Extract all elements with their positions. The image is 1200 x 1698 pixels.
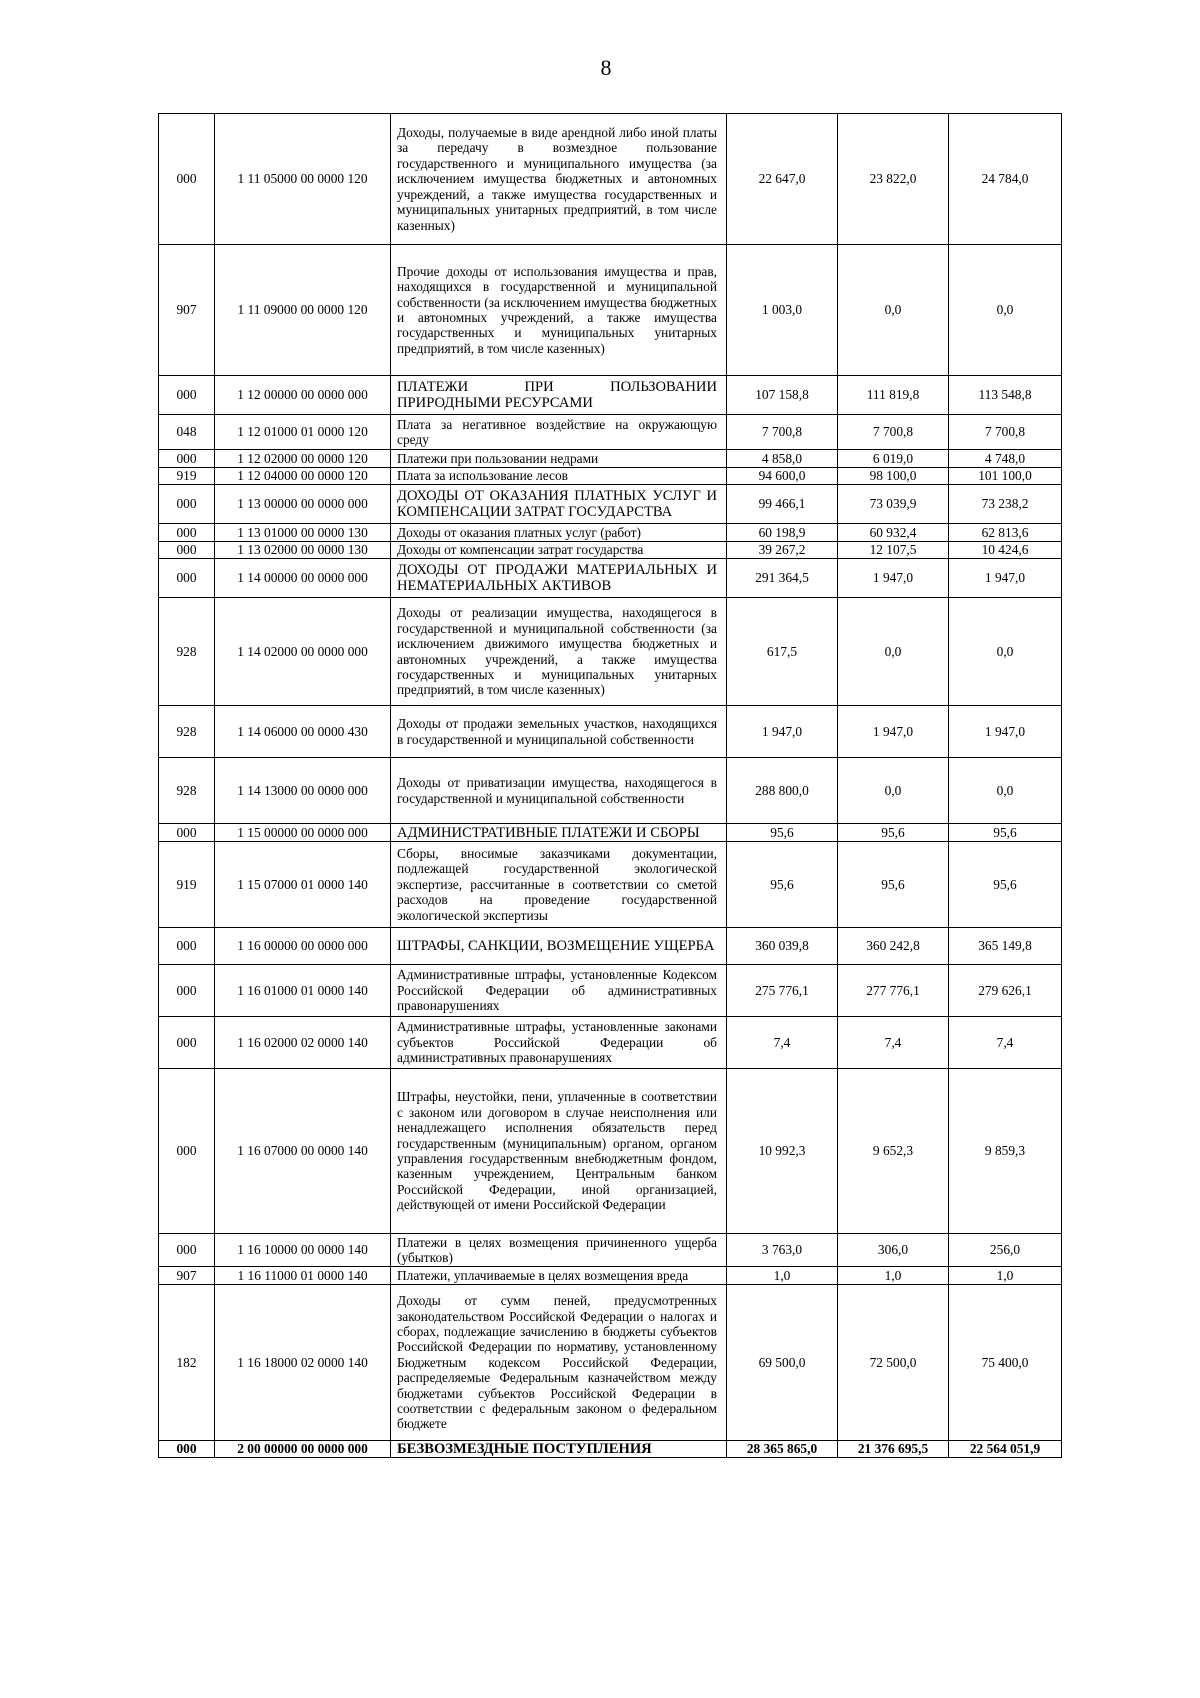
admin-code-cell: 919 xyxy=(159,468,215,485)
admin-code-cell: 000 xyxy=(159,1234,215,1267)
amount-year2-cell: 1 947,0 xyxy=(838,706,949,758)
amount-year2-cell: 95,6 xyxy=(838,842,949,928)
revenue-name-cell: Доходы, получаемые в виде арендной либо иной платы за передачу в возмездное пользование государственного и муниципального имущества (за исключением имущества бюджетных и автономных учреждений, а также имущества государственных и муниципальных унитарных предприятий, в том числе казенных) xyxy=(391,114,727,245)
amount-year3-cell: 1 947,0 xyxy=(949,559,1062,598)
amount-year3-cell: 256,0 xyxy=(949,1234,1062,1267)
amount-year1-cell: 94 600,0 xyxy=(727,468,838,485)
amount-year3-cell: 1 947,0 xyxy=(949,706,1062,758)
table-row xyxy=(159,468,1062,485)
amount-year2-cell: 23 822,0 xyxy=(838,114,949,245)
amount-year3-cell: 0,0 xyxy=(949,758,1062,824)
revenue-name-cell: Административные штрафы, установленные Кодексом Российской Федерации об административных правонарушениях xyxy=(391,965,727,1017)
budget-classification-code-cell: 1 13 02000 00 0000 130 xyxy=(215,542,391,559)
budget-classification-code-cell: 2 00 00000 00 0000 000 xyxy=(215,1441,391,1458)
table-row xyxy=(159,376,1062,415)
budget-classification-code-cell: 1 16 18000 02 0000 140 xyxy=(215,1285,391,1441)
admin-code-cell: 000 xyxy=(159,524,215,542)
amount-year1-cell: 69 500,0 xyxy=(727,1285,838,1441)
amount-year2-cell: 360 242,8 xyxy=(838,928,949,965)
table-row xyxy=(159,706,1062,758)
table-row xyxy=(159,245,1062,376)
revenue-name-cell: ПЛАТЕЖИ ПРИ ПОЛЬЗОВАНИИ ПРИРОДНЫМИ РЕСУРСАМИ xyxy=(391,376,727,415)
budget-classification-code-cell: 1 11 05000 00 0000 120 xyxy=(215,114,391,245)
revenue-name-cell: Прочие доходы от использования имущества и прав, находящихся в государственной и муниципальной собственности (за исключением имущества бюджетных и автономных учреждений, а также имущества государственных и муниципальных унитарных предприятий, в том числе казенных) xyxy=(391,245,727,376)
amount-year1-cell: 22 647,0 xyxy=(727,114,838,245)
amount-year2-cell: 21 376 695,5 xyxy=(838,1441,949,1458)
table-row xyxy=(159,485,1062,524)
amount-year1-cell: 28 365 865,0 xyxy=(727,1441,838,1458)
admin-code-cell: 000 xyxy=(159,1069,215,1234)
amount-year3-cell: 365 149,8 xyxy=(949,928,1062,965)
amount-year3-cell: 22 564 051,9 xyxy=(949,1441,1062,1458)
revenue-name-cell: Доходы от продажи земельных участков, находящихся в государственной и муниципальной собственности xyxy=(391,706,727,758)
budget-classification-code-cell: 1 14 00000 00 0000 000 xyxy=(215,559,391,598)
amount-year1-cell: 4 858,0 xyxy=(727,450,838,468)
admin-code-cell: 182 xyxy=(159,1285,215,1441)
table-body xyxy=(159,114,1062,1458)
table-row xyxy=(159,928,1062,965)
amount-year3-cell: 4 748,0 xyxy=(949,450,1062,468)
admin-code-cell: 000 xyxy=(159,1017,215,1069)
admin-code-cell: 000 xyxy=(159,965,215,1017)
budget-classification-code-cell: 1 13 01000 00 0000 130 xyxy=(215,524,391,542)
admin-code-cell: 000 xyxy=(159,114,215,245)
admin-code-cell: 000 xyxy=(159,928,215,965)
admin-code-cell: 000 xyxy=(159,542,215,559)
revenue-name-cell: АДМИНИСТРАТИВНЫЕ ПЛАТЕЖИ И СБОРЫ xyxy=(391,824,727,842)
amount-year3-cell: 10 424,6 xyxy=(949,542,1062,559)
admin-code-cell: 000 xyxy=(159,824,215,842)
revenue-name-cell: Доходы от приватизации имущества, находящегося в государственной и муниципальной собственности xyxy=(391,758,727,824)
amount-year2-cell: 72 500,0 xyxy=(838,1285,949,1441)
budget-classification-code-cell: 1 12 00000 00 0000 000 xyxy=(215,376,391,415)
admin-code-cell: 928 xyxy=(159,706,215,758)
budget-classification-code-cell: 1 16 02000 02 0000 140 xyxy=(215,1017,391,1069)
revenue-name-cell: Платежи, уплачиваемые в целях возмещения вреда xyxy=(391,1267,727,1285)
amount-year3-cell: 1,0 xyxy=(949,1267,1062,1285)
budget-classification-code-cell: 1 16 01000 01 0000 140 xyxy=(215,965,391,1017)
table-row xyxy=(159,965,1062,1017)
amount-year3-cell: 7,4 xyxy=(949,1017,1062,1069)
amount-year2-cell: 0,0 xyxy=(838,758,949,824)
table-row xyxy=(159,1234,1062,1267)
amount-year3-cell: 7 700,8 xyxy=(949,415,1062,450)
revenue-name-cell: Платежи в целях возмещения причиненного ущерба (убытков) xyxy=(391,1234,727,1267)
amount-year1-cell: 3 763,0 xyxy=(727,1234,838,1267)
revenue-name-cell: ДОХОДЫ ОТ ПРОДАЖИ МАТЕРИАЛЬНЫХ И НЕМАТЕРИАЛЬНЫХ АКТИВОВ xyxy=(391,559,727,598)
page-number: 8 xyxy=(600,55,612,80)
amount-year2-cell: 1,0 xyxy=(838,1267,949,1285)
amount-year3-cell: 95,6 xyxy=(949,824,1062,842)
budget-classification-code-cell: 1 16 00000 00 0000 000 xyxy=(215,928,391,965)
amount-year3-cell: 0,0 xyxy=(949,598,1062,706)
revenue-table xyxy=(158,113,1062,1458)
amount-year3-cell: 0,0 xyxy=(949,245,1062,376)
budget-classification-code-cell: 1 15 00000 00 0000 000 xyxy=(215,824,391,842)
amount-year2-cell: 0,0 xyxy=(838,245,949,376)
amount-year3-cell: 9 859,3 xyxy=(949,1069,1062,1234)
amount-year1-cell: 275 776,1 xyxy=(727,965,838,1017)
amount-year1-cell: 617,5 xyxy=(727,598,838,706)
amount-year2-cell: 7 700,8 xyxy=(838,415,949,450)
admin-code-cell: 000 xyxy=(159,450,215,468)
admin-code-cell: 000 xyxy=(159,559,215,598)
table-row xyxy=(159,1441,1062,1458)
revenue-name-cell: Доходы от реализации имущества, находящегося в государственной и муниципальной собственности (за исключением движимого имущества бюджетных и автономных учреждений, а также имущества государственных и муниципальных унитарных предприятий, в том числе казенных) xyxy=(391,598,727,706)
amount-year3-cell: 101 100,0 xyxy=(949,468,1062,485)
revenue-name-cell: Доходы от компенсации затрат государства xyxy=(391,542,727,559)
amount-year3-cell: 24 784,0 xyxy=(949,114,1062,245)
amount-year1-cell: 360 039,8 xyxy=(727,928,838,965)
admin-code-cell: 000 xyxy=(159,376,215,415)
revenue-name-cell: Плата за использование лесов xyxy=(391,468,727,485)
amount-year3-cell: 279 626,1 xyxy=(949,965,1062,1017)
budget-classification-code-cell: 1 14 13000 00 0000 000 xyxy=(215,758,391,824)
table-row xyxy=(159,824,1062,842)
amount-year3-cell: 75 400,0 xyxy=(949,1285,1062,1441)
table-row xyxy=(159,758,1062,824)
admin-code-cell: 000 xyxy=(159,1441,215,1458)
amount-year2-cell: 306,0 xyxy=(838,1234,949,1267)
budget-classification-code-cell: 1 12 01000 01 0000 120 xyxy=(215,415,391,450)
amount-year2-cell: 277 776,1 xyxy=(838,965,949,1017)
admin-code-cell: 919 xyxy=(159,842,215,928)
amount-year3-cell: 113 548,8 xyxy=(949,376,1062,415)
amount-year3-cell: 62 813,6 xyxy=(949,524,1062,542)
amount-year1-cell: 291 364,5 xyxy=(727,559,838,598)
amount-year2-cell: 60 932,4 xyxy=(838,524,949,542)
budget-classification-code-cell: 1 13 00000 00 0000 000 xyxy=(215,485,391,524)
amount-year1-cell: 95,6 xyxy=(727,824,838,842)
admin-code-cell: 048 xyxy=(159,415,215,450)
amount-year1-cell: 1 003,0 xyxy=(727,245,838,376)
amount-year2-cell: 6 019,0 xyxy=(838,450,949,468)
table-row xyxy=(159,542,1062,559)
revenue-name-cell: Платежи при пользовании недрами xyxy=(391,450,727,468)
admin-code-cell: 928 xyxy=(159,758,215,824)
amount-year2-cell: 1 947,0 xyxy=(838,559,949,598)
revenue-name-cell: ДОХОДЫ ОТ ОКАЗАНИЯ ПЛАТНЫХ УСЛУГ И КОМПЕНСАЦИИ ЗАТРАТ ГОСУДАРСТВА xyxy=(391,485,727,524)
admin-code-cell: 907 xyxy=(159,1267,215,1285)
amount-year2-cell: 12 107,5 xyxy=(838,542,949,559)
amount-year2-cell: 0,0 xyxy=(838,598,949,706)
budget-classification-code-cell: 1 15 07000 01 0000 140 xyxy=(215,842,391,928)
budget-classification-code-cell: 1 14 02000 00 0000 000 xyxy=(215,598,391,706)
revenue-name-cell: Сборы, вносимые заказчиками документации, подлежащей государственной экологической экспертизе, рассчитанные в соответствии со сметой расходов на проведение государственной экологической экспертизы xyxy=(391,842,727,928)
table-row xyxy=(159,598,1062,706)
amount-year2-cell: 111 819,8 xyxy=(838,376,949,415)
revenue-name-cell: ШТРАФЫ, САНКЦИИ, ВОЗМЕЩЕНИЕ УЩЕРБА xyxy=(391,928,727,965)
admin-code-cell: 928 xyxy=(159,598,215,706)
table-row xyxy=(159,114,1062,245)
amount-year2-cell: 7,4 xyxy=(838,1017,949,1069)
amount-year1-cell: 95,6 xyxy=(727,842,838,928)
revenue-name-cell: Доходы от сумм пеней, предусмотренных законодательством Российской Федерации о налогах и сборах, подлежащие зачислению в бюджеты субъектов Российской Федерации по нормативу, установленному Бюджетным кодексом Российской Федерации, распределяемые Федеральным казначейством между бюджетами субъектов Российской Федерации в соответствии с федеральным законом о федеральном бюджете xyxy=(391,1285,727,1441)
amount-year2-cell: 73 039,9 xyxy=(838,485,949,524)
revenue-name-cell: БЕЗВОЗМЕЗДНЫЕ ПОСТУПЛЕНИЯ xyxy=(391,1441,727,1458)
amount-year2-cell: 9 652,3 xyxy=(838,1069,949,1234)
table-row xyxy=(159,1069,1062,1234)
table-row xyxy=(159,842,1062,928)
budget-classification-code-cell: 1 11 09000 00 0000 120 xyxy=(215,245,391,376)
amount-year1-cell: 39 267,2 xyxy=(727,542,838,559)
table-row xyxy=(159,1285,1062,1441)
amount-year1-cell: 1,0 xyxy=(727,1267,838,1285)
amount-year2-cell: 98 100,0 xyxy=(838,468,949,485)
amount-year1-cell: 7,4 xyxy=(727,1017,838,1069)
amount-year1-cell: 7 700,8 xyxy=(727,415,838,450)
table-row xyxy=(159,524,1062,542)
revenue-name-cell: Штрафы, неустойки, пени, уплаченные в соответствии с законом или договором в случае неисполнения или ненадлежащего исполнения обязательств перед государственным (муниципальным) органом, органом управления государственным внебюджетным фондом, казенным учреждением, Центральным банком Российской Федерации, иной организацией, действующей от имени Российской Федерации xyxy=(391,1069,727,1234)
table-row xyxy=(159,559,1062,598)
revenue-name-cell: Доходы от оказания платных услуг (работ) xyxy=(391,524,727,542)
revenue-name-cell: Административные штрафы, установленные законами субъектов Российской Федерации об административных правонарушениях xyxy=(391,1017,727,1069)
table-row xyxy=(159,1267,1062,1285)
table-row xyxy=(159,450,1062,468)
budget-classification-code-cell: 1 14 06000 00 0000 430 xyxy=(215,706,391,758)
amount-year1-cell: 1 947,0 xyxy=(727,706,838,758)
budget-classification-code-cell: 1 12 04000 00 0000 120 xyxy=(215,468,391,485)
table-row xyxy=(159,1017,1062,1069)
amount-year1-cell: 99 466,1 xyxy=(727,485,838,524)
amount-year1-cell: 288 800,0 xyxy=(727,758,838,824)
budget-classification-code-cell: 1 16 11000 01 0000 140 xyxy=(215,1267,391,1285)
table-row xyxy=(159,415,1062,450)
amount-year3-cell: 73 238,2 xyxy=(949,485,1062,524)
budget-classification-code-cell: 1 16 07000 00 0000 140 xyxy=(215,1069,391,1234)
budget-classification-code-cell: 1 16 10000 00 0000 140 xyxy=(215,1234,391,1267)
amount-year1-cell: 60 198,9 xyxy=(727,524,838,542)
admin-code-cell: 907 xyxy=(159,245,215,376)
budget-classification-code-cell: 1 12 02000 00 0000 120 xyxy=(215,450,391,468)
amount-year1-cell: 10 992,3 xyxy=(727,1069,838,1234)
amount-year3-cell: 95,6 xyxy=(949,842,1062,928)
amount-year1-cell: 107 158,8 xyxy=(727,376,838,415)
amount-year2-cell: 95,6 xyxy=(838,824,949,842)
revenue-name-cell: Плата за негативное воздействие на окружающую среду xyxy=(391,415,727,450)
admin-code-cell: 000 xyxy=(159,485,215,524)
